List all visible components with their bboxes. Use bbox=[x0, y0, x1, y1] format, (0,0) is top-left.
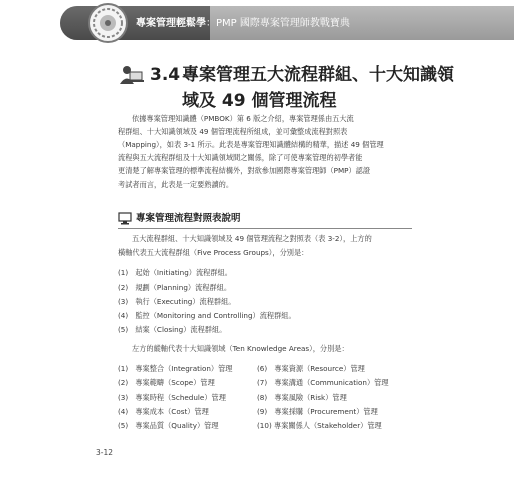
intro-line-4: 流程與五大流程群組及十大知識領域間之關係，除了可使專案管理的初學者能 bbox=[118, 153, 363, 162]
intro-line-6: 考試者而言，此表是一定要熟讀的。 bbox=[118, 180, 234, 189]
list-item: (1) 專案整合（Integration）管理 bbox=[118, 364, 233, 373]
list-item: (3) 專案時程（Schedule）管理 bbox=[118, 393, 226, 402]
section-number: 3.4 bbox=[150, 65, 181, 85]
monitor-icon bbox=[118, 210, 132, 229]
list-item: (3) 執行（Executing）流程群組。 bbox=[118, 297, 236, 306]
book-title: 專案管理輕鬆學 bbox=[136, 18, 206, 29]
list-item: (4) 監控（Monitoring and Controlling）流程群組。 bbox=[118, 311, 296, 320]
section-title-line1: 專案管理五大流程群組、十大知識領 bbox=[182, 65, 454, 85]
intro-line-5: 更清楚了解專案管理的標準流程結構外，對欲參加國際專案管理師（PMP）認證 bbox=[118, 166, 371, 175]
intro-line-2: 程群組、十大知識領域及 49 個管理流程所組成，並可彙整成流程對照表 bbox=[118, 127, 348, 136]
running-header bbox=[136, 14, 350, 29]
subsection-title: 專案管理流程對照表說明 bbox=[136, 213, 241, 224]
book-badge-icon bbox=[88, 3, 128, 43]
book-subtitle: ：PMP 國際專案管理師教戰寶典 bbox=[206, 18, 350, 29]
list-item: (4) 專案成本（Cost）管理 bbox=[118, 407, 209, 416]
list-item: (10) 專案關係人（Stakeholder）管理 bbox=[257, 421, 382, 430]
intro-line-1: 依據專案管理知識體（PMBOK）第 6 版之介紹，專案管理係由五大流 bbox=[132, 114, 354, 123]
list-item: (7) 專案溝通（Communication）管理 bbox=[257, 378, 389, 387]
subsection-divider bbox=[118, 228, 412, 229]
list-item: (6) 專案資源（Resource）管理 bbox=[257, 364, 365, 373]
sub-intro-line-2: 橫軸代表五大流程群組（Five Process Groups），分別是： bbox=[118, 248, 309, 257]
page-number: 3-12 bbox=[96, 448, 114, 457]
list-item: (9) 專案採購（Procurement）管理 bbox=[257, 407, 378, 416]
list-item: (5) 結案（Closing）流程群組。 bbox=[118, 325, 227, 334]
list-item: (2) 規劃（Planning）流程群組。 bbox=[118, 283, 232, 292]
intro-line-3: （Mapping），如表 3-1 所示。此表是專案管理知識體結構的精華，描述 49 個管理 bbox=[118, 140, 384, 149]
section-title-line2: 域及 49 個管理流程 bbox=[182, 91, 337, 111]
list-item: (1) 起始（Initiating）流程群組。 bbox=[118, 268, 232, 277]
ka-intro: 左方的縱軸代表十大知識領域（Ten Knowledge Areas），分別是： bbox=[132, 344, 349, 353]
list-item: (5) 專案品質（Quality）管理 bbox=[118, 421, 219, 430]
list-item: (8) 專案風險（Risk）管理 bbox=[257, 393, 347, 402]
list-item: (2) 專案範疇（Scope）管理 bbox=[118, 378, 215, 387]
person-laptop-icon bbox=[118, 64, 144, 90]
section-title bbox=[150, 62, 454, 114]
sub-intro-line-1: 五大流程群組、十大知識領域及 49 個管理流程之對照表（表 3-2），上方的 bbox=[132, 234, 372, 243]
